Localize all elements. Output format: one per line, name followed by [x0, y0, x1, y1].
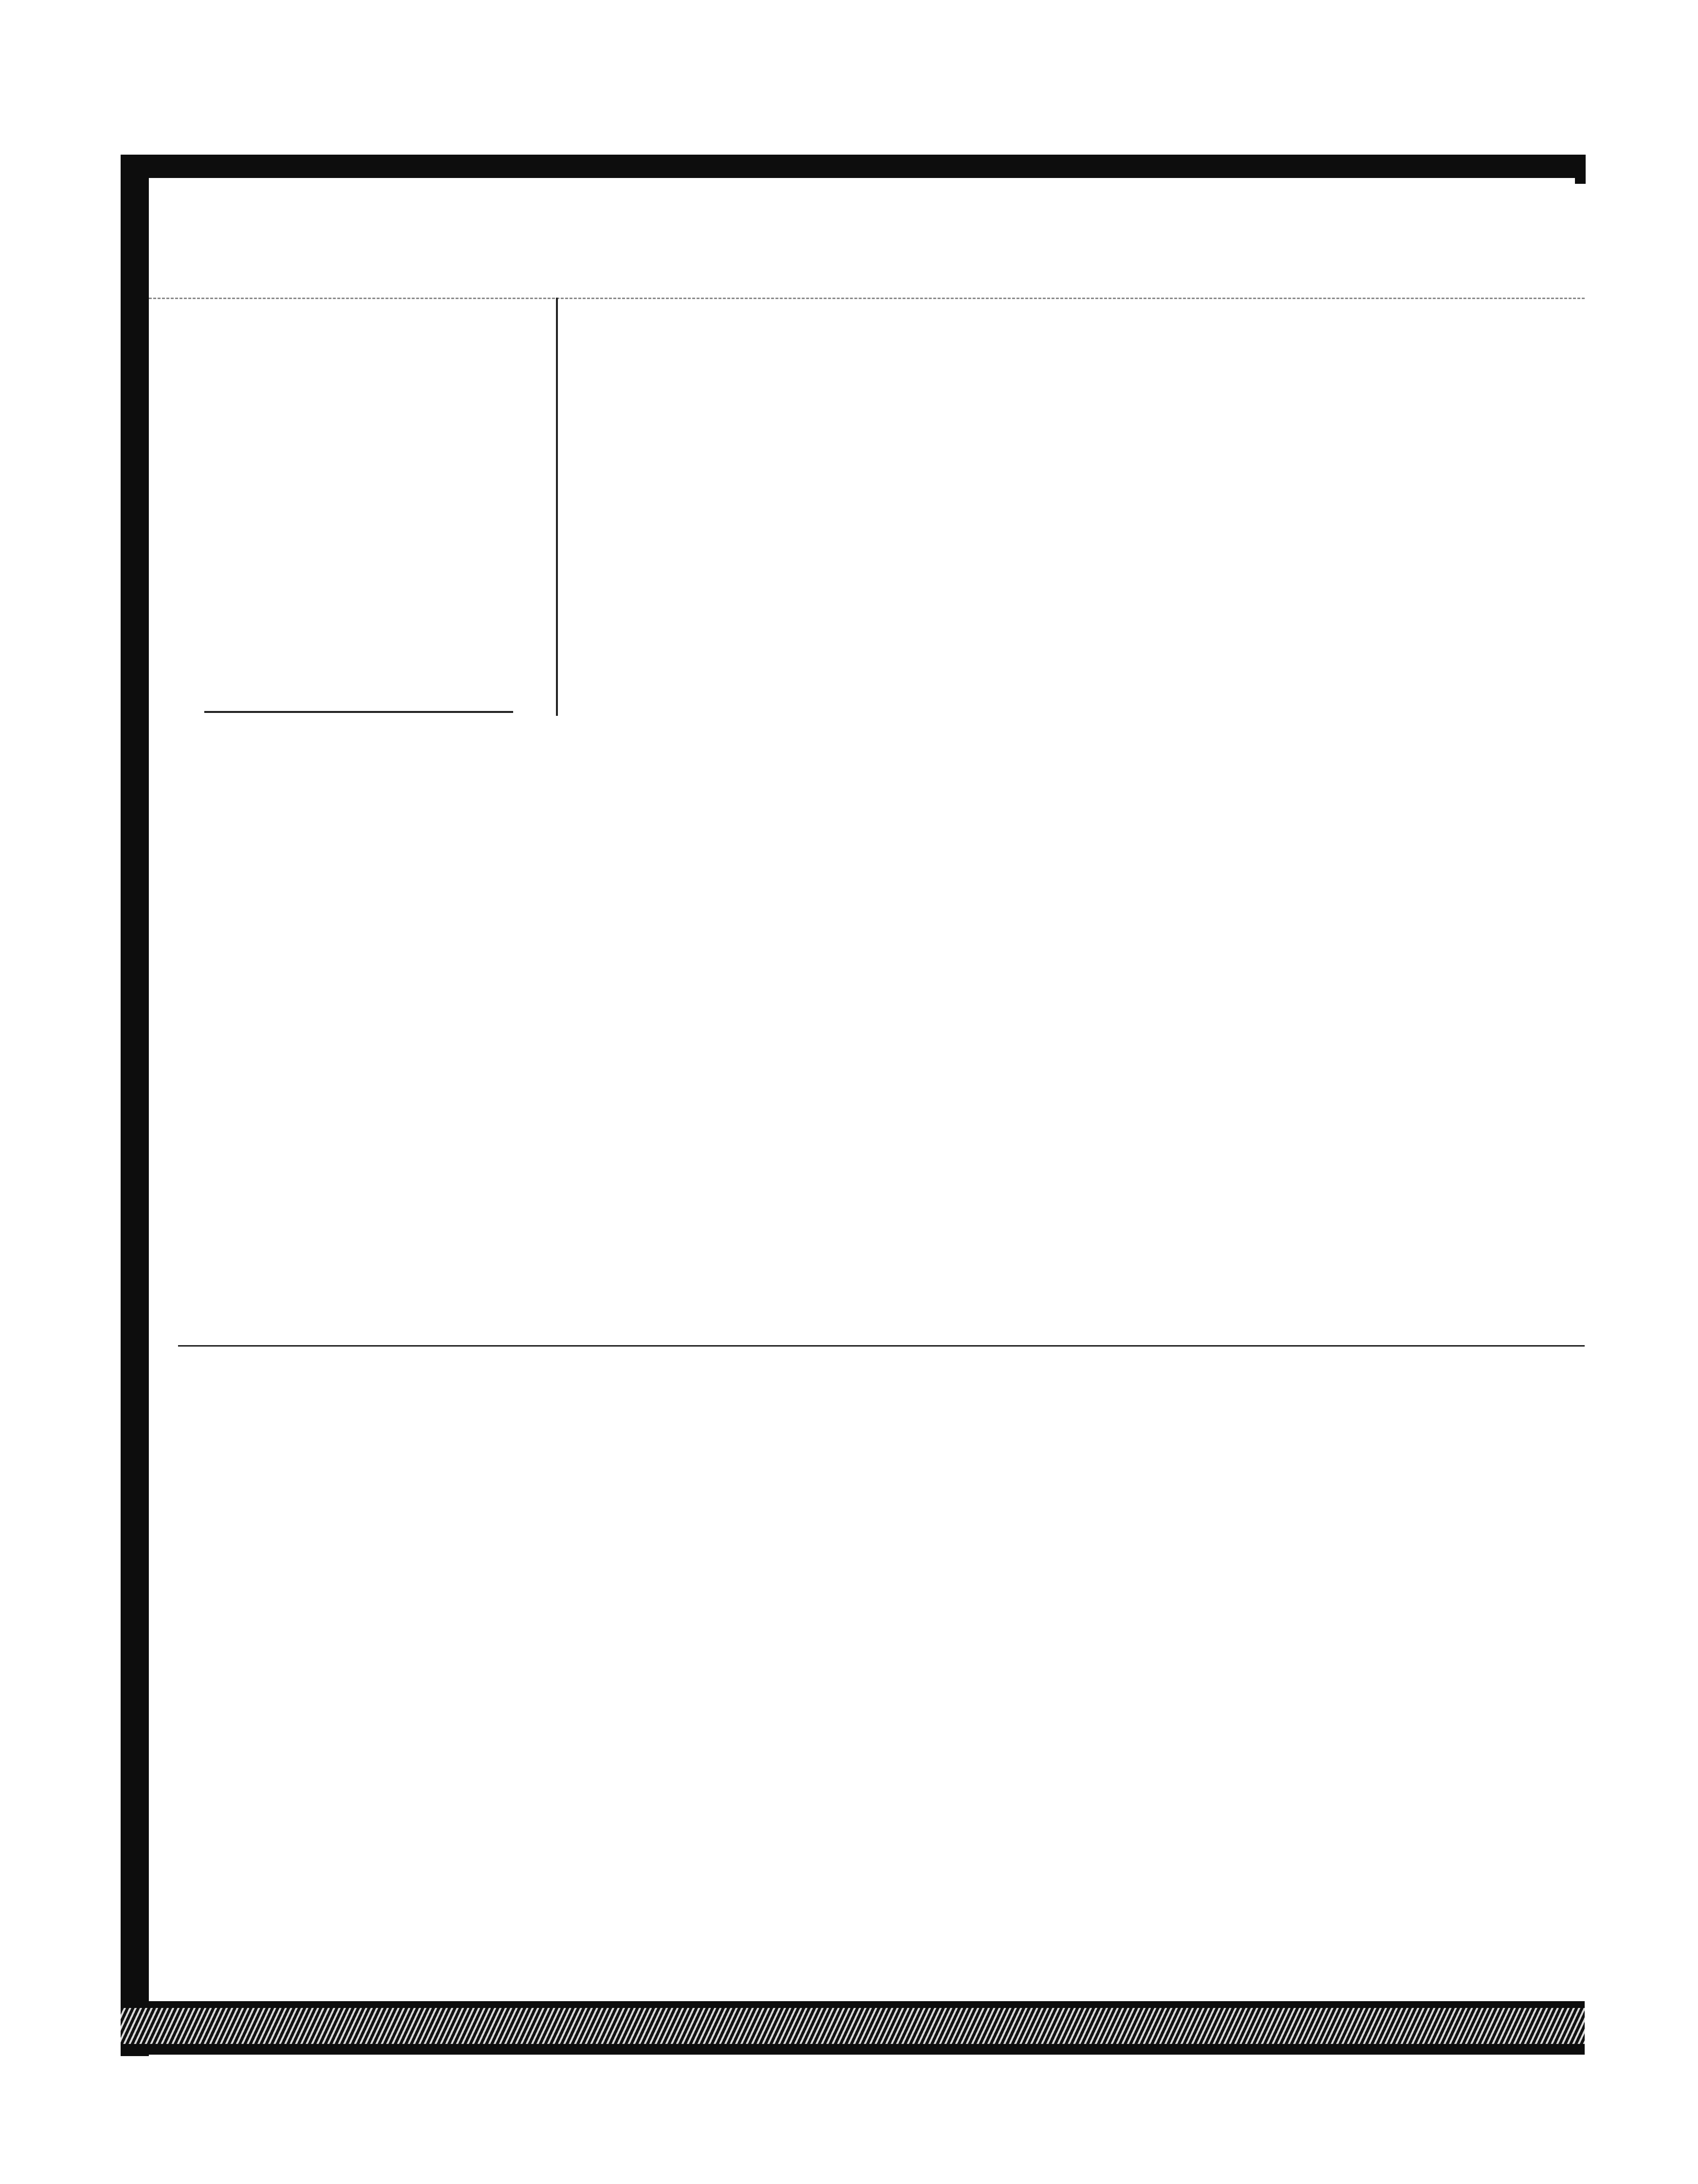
top-border-bar — [121, 155, 1585, 178]
left-border-bar — [121, 155, 149, 2056]
plus-separator — [571, 531, 1558, 549]
column-divider — [556, 298, 558, 716]
headline-rule — [149, 298, 1585, 299]
survey-intro — [580, 327, 600, 707]
right-border-tab — [1575, 155, 1586, 184]
left-column-rule — [204, 711, 513, 713]
attention-note — [204, 643, 224, 755]
bottom-border-bar — [121, 2001, 1585, 2055]
fold-rule — [178, 1345, 1585, 1347]
directions-text — [703, 574, 723, 820]
